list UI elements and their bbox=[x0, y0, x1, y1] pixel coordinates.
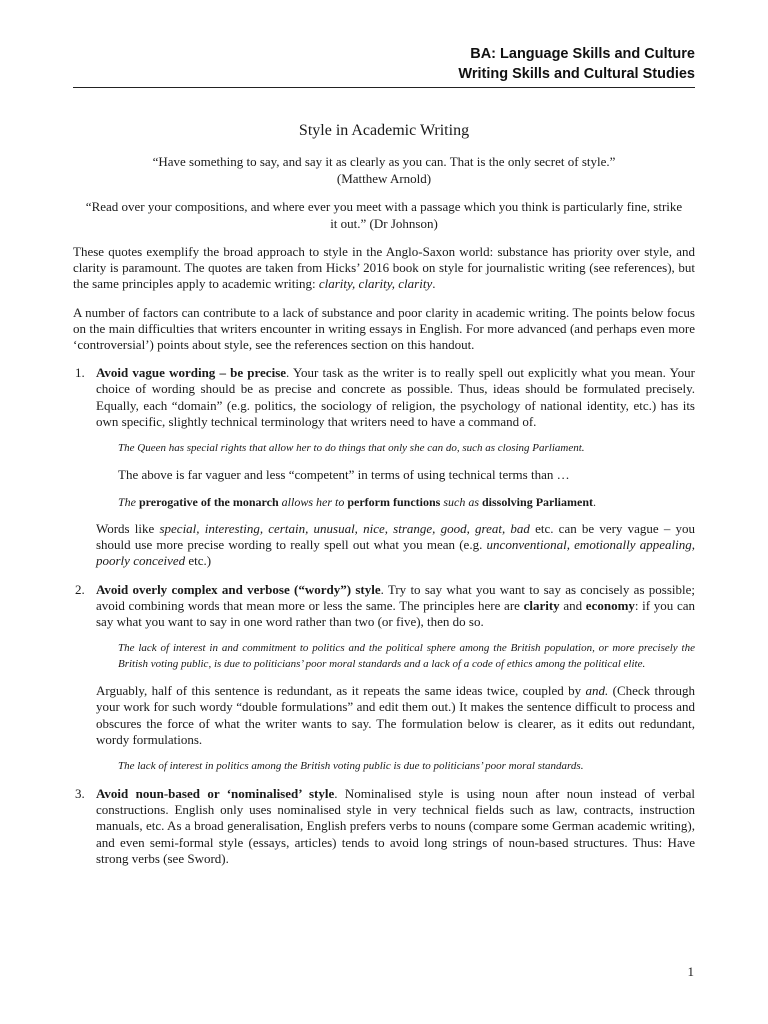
point-2-example-2: The lack of interest in politics among the British voting public is due to politicians’ poor moral standards. bbox=[118, 760, 584, 773]
quote-arnold bbox=[73, 154, 695, 187]
header-module: Writing Skills and Cultural Studies bbox=[458, 66, 695, 82]
bold-run: dissolving Parliament bbox=[482, 495, 594, 510]
intro-paragraph-1 bbox=[73, 244, 695, 293]
point-1-body bbox=[96, 365, 695, 430]
bold-run: economy bbox=[585, 597, 635, 613]
text-run: : if you can say what you want to say in one word rather than two (or five), then do so. bbox=[96, 597, 695, 630]
point-1-comment: The above is far vaguer and less “competent” in terms of using technical terms than … bbox=[118, 467, 570, 483]
point-1-example-2 bbox=[96, 494, 695, 510]
page-number: 1 bbox=[687, 964, 694, 979]
bold-run: prerogative of the monarch bbox=[139, 495, 279, 510]
point-1 bbox=[73, 365, 695, 569]
text-run: etc.) bbox=[185, 553, 212, 569]
text-run: . bbox=[593, 495, 597, 510]
header-course: BA: Language Skills and Culture bbox=[470, 46, 695, 62]
text-run: etc. can be very vague – you should use more precise wording to really spell out what you mean (e.g. bbox=[96, 521, 695, 553]
text-run: allows her to bbox=[278, 495, 348, 510]
italic-run: special, interesting, certain, unusual, nice, strange, good, great, bad bbox=[159, 521, 530, 537]
italic-run: clarity, clarity, clarity bbox=[318, 276, 433, 292]
document-body bbox=[73, 122, 695, 879]
point-heading: Avoid noun-based or ‘nominalised’ style bbox=[96, 786, 335, 802]
point-1-example-1: The Queen has special rights that allow her to do things that only she can do, such as closing Parliament. bbox=[118, 442, 585, 455]
italic-run: and. bbox=[585, 683, 609, 699]
point-3-body bbox=[96, 786, 695, 867]
text-run: These quotes exemplify the broad approach to style in the Anglo-Saxon world: substance has priority over style, and clarity is paramount. The quotes are taken from Hicks’ 2016 book on style for journalistic writing (see references), but the same principles apply to academic writing: bbox=[73, 244, 695, 292]
point-heading: Avoid vague wording – be precise bbox=[96, 365, 287, 381]
text-run: . Nominalised style is using noun after noun instead of verbal constructions. English only uses nominalised style in very technical fields such as law, contracts, instruction manuals, etc. As a broad generalisation, English prefers verbs to nouns (compare some German academic writing), and even semi-formal style (essays, articles) tends to avoid long strings of noun-based structures. Thus: Have strong verbs (see Sword). bbox=[96, 786, 695, 866]
text-run: . bbox=[432, 276, 436, 292]
point-2-comment bbox=[96, 683, 695, 748]
quote-attribution: (Matthew Arnold) bbox=[336, 170, 432, 186]
text-run: Words like bbox=[96, 521, 160, 537]
text-run: Arguably, half of this sentence is redundant, as it repeats the same ideas twice, coupled by bbox=[96, 683, 586, 699]
header-rule bbox=[73, 87, 695, 88]
quote-text: “Have something to say, and say it as clearly as you can. That is the only secret of style.” bbox=[152, 154, 616, 169]
point-2-body bbox=[96, 582, 695, 631]
point-number: 2. bbox=[75, 581, 85, 597]
point-number: 1. bbox=[75, 365, 85, 381]
text-run: . Try to say what you want to say as concisely as possible; avoid combining words that mean more or less the same. The principles here are bbox=[96, 581, 695, 613]
bold-run: perform functions bbox=[347, 495, 441, 510]
point-2-example-1: The lack of interest in and commitment to politics and the political sphere among the British population, or more precisely the British voting public, is due to politicians’ poor moral standards and a lack of a code of ethics among the political elite. bbox=[118, 642, 695, 671]
point-3 bbox=[73, 786, 695, 867]
bold-run: clarity bbox=[523, 597, 560, 613]
text-run: such as bbox=[440, 495, 482, 510]
quote-johnson bbox=[73, 199, 695, 232]
running-header bbox=[458, 44, 695, 84]
point-2 bbox=[73, 582, 695, 774]
italic-run: unconventional, emotionally appealing, poorly conceived bbox=[96, 537, 695, 569]
text-run: (Check through your work for such wordy “double formulations” and edit them out.) It makes the sentence difficult to process and obscures the force of what the writer wants to say. The formulation below is clearer, as it edits out redundant, wordy formulations. bbox=[96, 683, 696, 747]
text-run: . Your task as the writer is to really spell out explicitly what you mean. Your choice of wording should be as precise and concrete as possible. Thus, ideas should be formulated precisely. Equally, each “domain” (e.g. politics, the sociology of religion, the psychology of national identity, etc.) has its own specific, slightly technical terminology that writers need to have a command of. bbox=[96, 365, 695, 429]
text-run: and bbox=[559, 597, 586, 613]
point-1-vague-words bbox=[96, 521, 695, 570]
page-title: Style in Academic Writing bbox=[298, 122, 470, 139]
point-heading: Avoid overly complex and verbose (“wordy”) style bbox=[96, 581, 381, 597]
style-points-list bbox=[73, 365, 695, 867]
quote-text: “Read over your compositions, and where ever you meet with a passage which you think is particularly fine, strike it out.” (Dr Johnson) bbox=[85, 199, 683, 231]
text-run: The bbox=[118, 495, 139, 510]
point-number: 3. bbox=[75, 786, 85, 802]
intro-paragraph-2: A number of factors can contribute to a lack of substance and poor clarity in academic writing. The points below focus on the main difficulties that writers encounter in writing essays in English. For more advanced (and perhaps even more ‘controversial’) points about style, see the references section on this handout. bbox=[73, 304, 695, 353]
